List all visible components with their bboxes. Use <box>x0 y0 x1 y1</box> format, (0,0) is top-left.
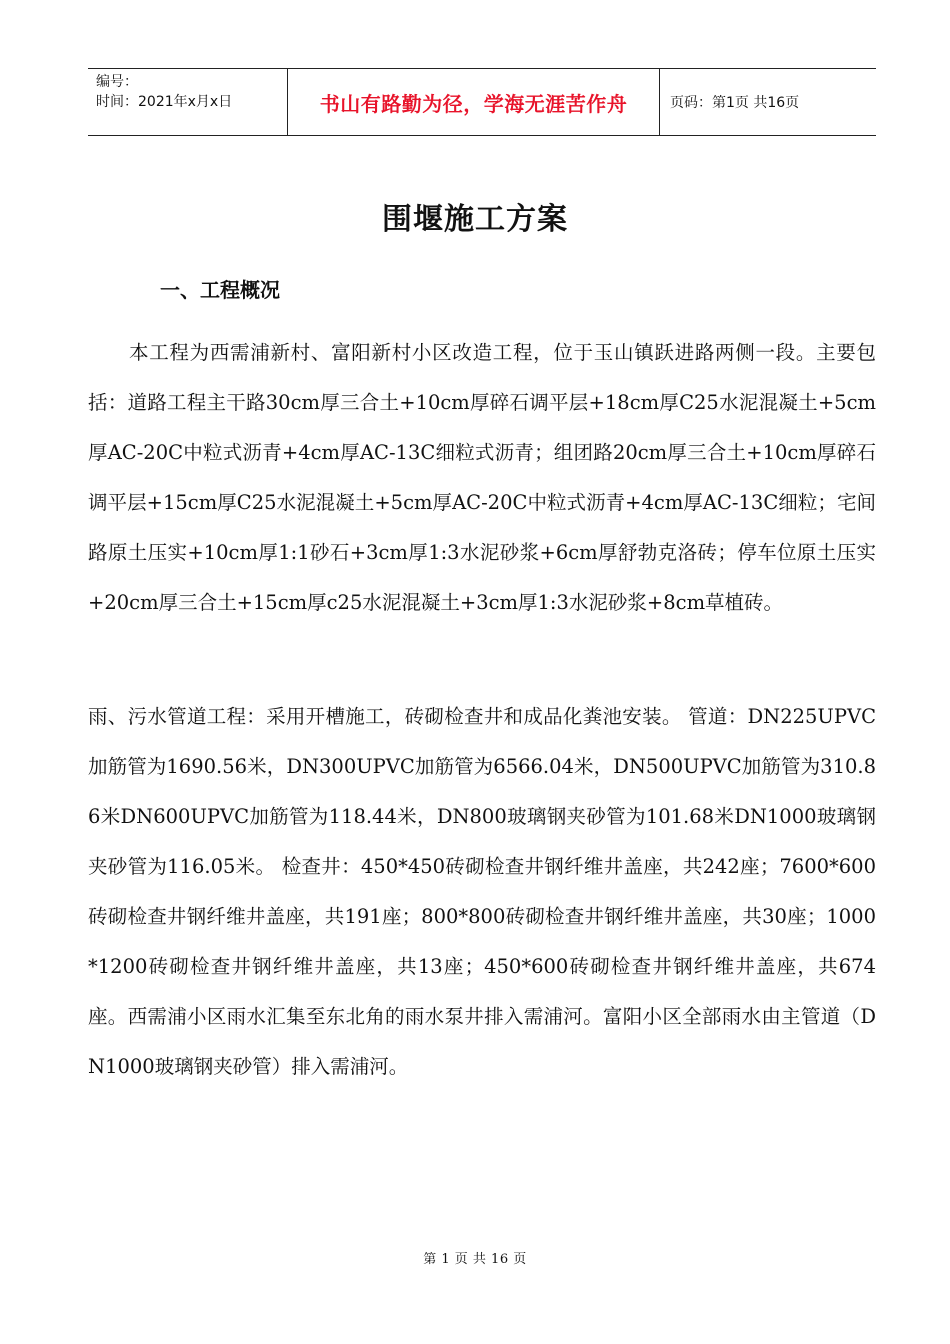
document-number-label: 编号： <box>96 74 138 90</box>
document-title: 围堰施工方案 <box>382 202 568 237</box>
header-page-number: 页码：第1页 共16页 <box>670 95 800 111</box>
body-paragraph-1: 本工程为西需浦新村、富阳新村小区改造工程，位于玉山镇跃进路两侧一段。主要包括：道路工程主干路30cm厚三合土+10cm厚碎石调平层+18cm厚C25水泥混凝土+5cm厚AC-20C中粒式沥青+4cm厚AC-13C细粒式沥青；组团路20cm厚三合土+10cm厚碎石调平层+15cm厚C25水泥混凝土+5cm厚AC-20C中粒式沥青+4cm厚AC-13C细粒；宅间路原土压实+10cm厚1:1砂石+3cm厚1:3水泥砂浆+6cm厚舒勃克洛砖；停车位原土压实+20cm厚三合土+15cm厚c25水泥混凝土+3cm厚1:3水泥砂浆+8cm草植砖。 <box>88 341 876 614</box>
page-footer: 第 1 页 共 16 页 <box>423 1252 527 1267</box>
header-page-cell <box>660 69 876 135</box>
document-time-label: 时间：2021年x月x日 <box>96 94 233 110</box>
header-motto: 书山有路勤为径，学海无涯苦作舟 <box>319 91 628 116</box>
section-heading: 一、工程概况 <box>160 278 280 302</box>
header-meta <box>88 69 287 135</box>
body-paragraph-2: 雨、污水管道工程：采用开槽施工，砖砌检查井和成品化粪池安装。 管道：DN225UPVC加筋管为1690.56米，DN300UPVC加筋管为6566.04米，DN500UPVC加筋管为310.86米DN600UPVC加筋管为118.44米，DN800玻璃钢夹砂管为101.68米DN1000玻璃钢夹砂管为116.05米。 检查井：450*450砖砌检查井钢纤维井盖座，共242座；7600*600砖砌检查井钢纤维井盖座，共191座；800*800砖砌检查井钢纤维井盖座，共30座；1000*1200砖砌检查井钢纤维井盖座，共13座；450*600砖砌检查井钢纤维井盖座，共674座。西需浦小区雨水汇集至东北角的雨水泵井排入需浦河。富阳小区全部雨水由主管道（DN1000玻璃钢夹砂管）排入需浦河。 <box>88 705 876 1078</box>
page-header <box>88 68 876 136</box>
header-motto-cell <box>287 69 660 135</box>
